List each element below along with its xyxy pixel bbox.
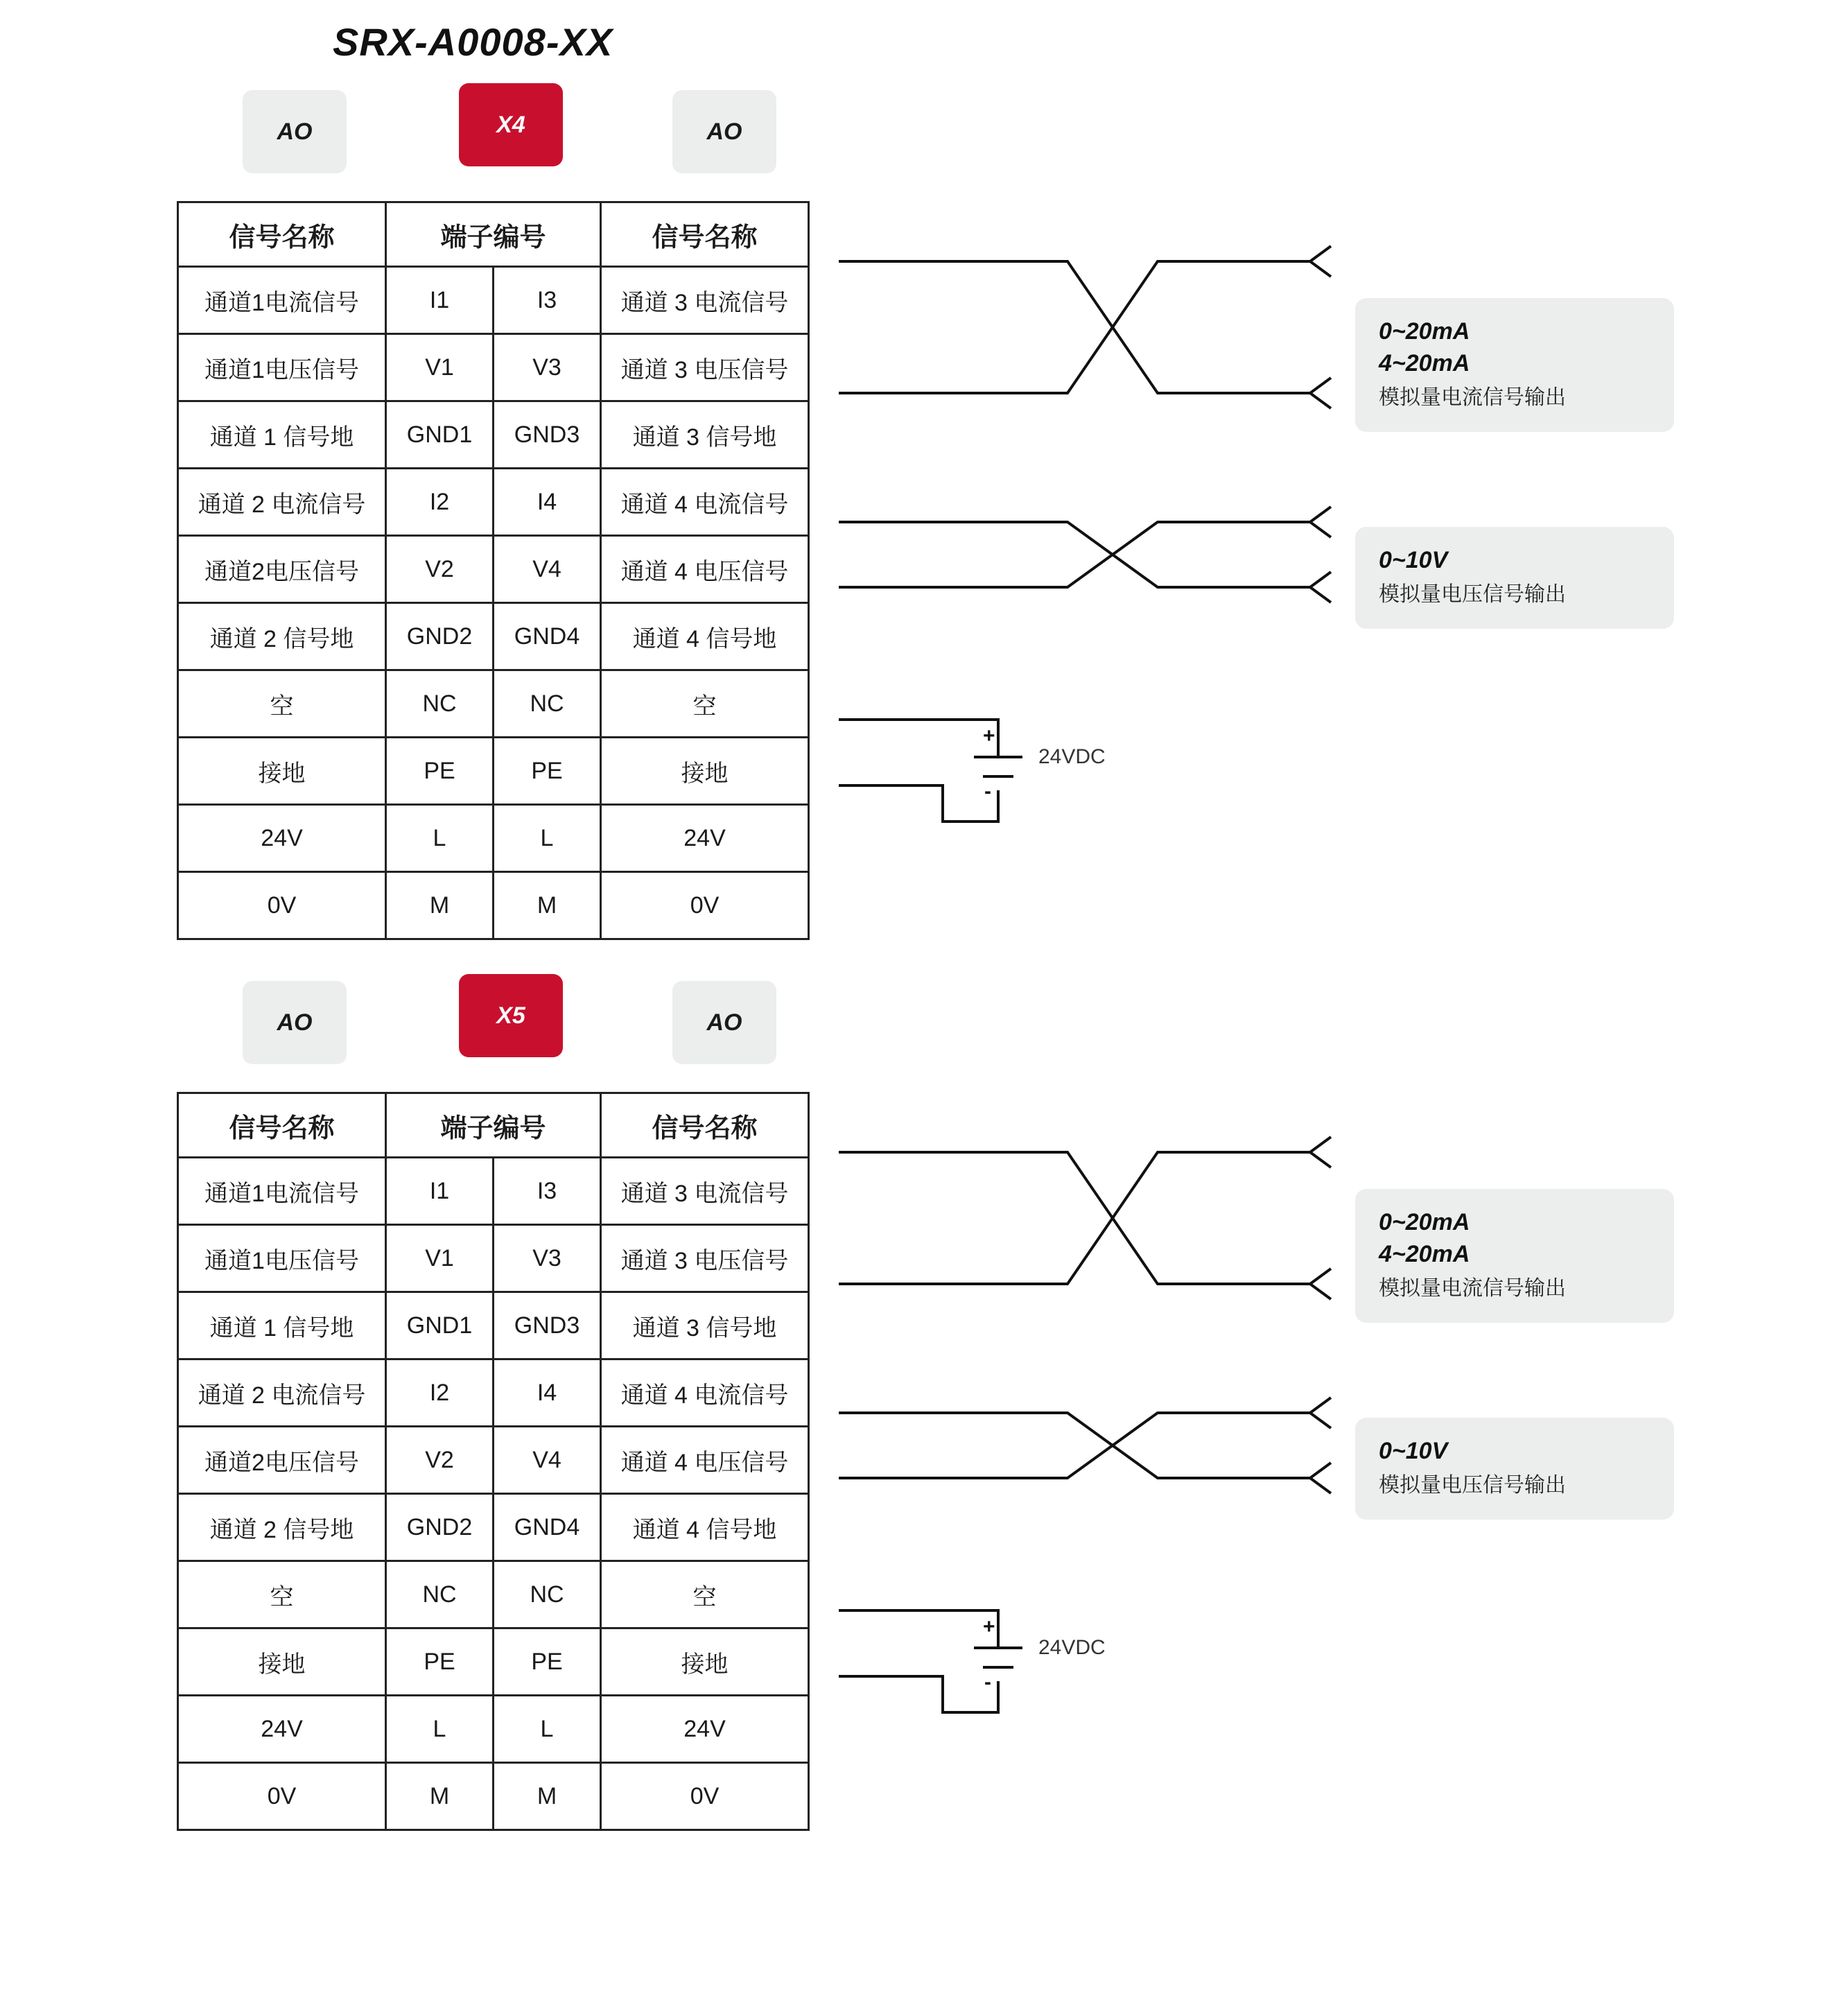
table-row: [178, 1292, 809, 1359]
cell-right-name: 通道 3 电压信号: [601, 334, 809, 401]
cell-left-term: GND1: [386, 401, 494, 469]
note-subtitle: 模拟量电流信号输出: [1379, 385, 1566, 409]
cell-left-name: 24V: [178, 805, 386, 872]
cell-left-term: V1: [386, 334, 494, 401]
cell-right-term: V3: [494, 1225, 601, 1292]
table-row: [178, 670, 809, 738]
cell-left-term: V2: [386, 536, 494, 603]
cell-left-term: NC: [386, 670, 494, 738]
note-subtitle: 模拟量电压信号输出: [1379, 1473, 1566, 1497]
cell-left-term: M: [386, 1763, 494, 1830]
note-range-line2: 4~20mA: [1379, 1240, 1470, 1267]
cell-left-term: L: [386, 805, 494, 872]
cell-left-name: 通道1电压信号: [178, 334, 386, 401]
cell-right-term: I3: [494, 267, 601, 334]
table-row: [178, 1494, 809, 1561]
cell-left-name: 0V: [178, 872, 386, 939]
cell-left-term: V1: [386, 1225, 494, 1292]
note-range-line1: 0~20mA: [1379, 1209, 1470, 1235]
cell-right-term: GND3: [494, 401, 601, 469]
cell-left-name: 24V: [178, 1696, 386, 1763]
cell-right-name: 0V: [601, 1763, 809, 1830]
table-row: [178, 1628, 809, 1696]
chip-ao-left-x5: AO: [243, 981, 347, 1064]
cell-left-name: 通道1电流信号: [178, 1158, 386, 1225]
header-terminal-no: 端子编号: [386, 202, 601, 267]
cell-right-term: V4: [494, 1427, 601, 1494]
cell-left-name: 空: [178, 1561, 386, 1628]
psu-label-x4: 24VDC: [1038, 745, 1106, 768]
header-left-signal: 信号名称: [178, 202, 386, 267]
table-row: [178, 1696, 809, 1763]
table-row: [178, 267, 809, 334]
cell-right-term: I3: [494, 1158, 601, 1225]
cell-right-name: 接地: [601, 1628, 809, 1696]
table-row: [178, 805, 809, 872]
cell-left-term: I1: [386, 267, 494, 334]
note-range-line1: 0~20mA: [1379, 318, 1470, 345]
chip-slot-x4: X4: [459, 83, 563, 166]
header-right-signal: 信号名称: [601, 1093, 809, 1158]
header-left-signal: 信号名称: [178, 1093, 386, 1158]
table-header-row: [178, 202, 809, 267]
cell-left-name: 接地: [178, 1628, 386, 1696]
table-row: [178, 1225, 809, 1292]
cell-left-term: M: [386, 872, 494, 939]
cell-left-term: I2: [386, 1359, 494, 1427]
cell-right-term: NC: [494, 1561, 601, 1628]
cell-right-name: 通道 4 电压信号: [601, 1427, 809, 1494]
note-range-line1: 0~10V: [1379, 547, 1448, 573]
cell-right-name: 空: [601, 670, 809, 738]
table-row: [178, 1359, 809, 1427]
table-row: [178, 469, 809, 536]
cell-right-name: 通道 4 电流信号: [601, 469, 809, 536]
table-row: [178, 603, 809, 670]
table-row: [178, 334, 809, 401]
cell-right-term: L: [494, 805, 601, 872]
cell-left-name: 通道2电压信号: [178, 536, 386, 603]
psu-minus-x5: -: [984, 1671, 991, 1694]
table-row: [178, 738, 809, 805]
cell-left-term: PE: [386, 1628, 494, 1696]
cell-right-name: 通道 4 信号地: [601, 603, 809, 670]
page-title: SRX-A0008-XX: [333, 20, 613, 64]
cell-right-name: 通道 3 信号地: [601, 401, 809, 469]
cell-right-name: 24V: [601, 1696, 809, 1763]
header-terminal-no: 端子编号: [386, 1093, 601, 1158]
table-row: [178, 401, 809, 469]
table-row: [178, 1561, 809, 1628]
cell-right-term: V3: [494, 334, 601, 401]
note-current-output-x5: [1355, 1189, 1674, 1323]
table-header-row: [178, 1093, 809, 1158]
psu-label-x5: 24VDC: [1038, 1636, 1106, 1659]
cell-right-name: 通道 3 电流信号: [601, 267, 809, 334]
cell-left-term: I1: [386, 1158, 494, 1225]
header-right-signal: 信号名称: [601, 202, 809, 267]
psu-plus-x4: +: [983, 724, 995, 747]
cell-right-name: 通道 3 信号地: [601, 1292, 809, 1359]
cell-left-name: 空: [178, 670, 386, 738]
cell-right-name: 接地: [601, 738, 809, 805]
note-subtitle: 模拟量电压信号输出: [1379, 582, 1566, 606]
cell-right-term: PE: [494, 1628, 601, 1696]
cell-left-name: 通道 2 信号地: [178, 603, 386, 670]
cell-right-name: 通道 3 电流信号: [601, 1158, 809, 1225]
table-row: [178, 872, 809, 939]
cell-left-name: 接地: [178, 738, 386, 805]
cell-right-term: GND3: [494, 1292, 601, 1359]
psu-minus-x4: -: [984, 780, 991, 803]
cell-left-term: GND2: [386, 1494, 494, 1561]
cell-left-name: 通道 2 电流信号: [178, 469, 386, 536]
note-range-line1: 0~10V: [1379, 1438, 1448, 1464]
cell-left-name: 通道1电流信号: [178, 267, 386, 334]
cell-right-name: 通道 4 信号地: [601, 1494, 809, 1561]
psu-plus-x5: +: [983, 1615, 995, 1638]
cell-left-name: 通道2电压信号: [178, 1427, 386, 1494]
note-range-line2: 4~20mA: [1379, 349, 1470, 376]
table-row: [178, 1427, 809, 1494]
cell-left-name: 通道 1 信号地: [178, 401, 386, 469]
cell-left-term: PE: [386, 738, 494, 805]
cell-right-term: I4: [494, 469, 601, 536]
cell-left-term: GND1: [386, 1292, 494, 1359]
cell-right-term: PE: [494, 738, 601, 805]
cell-left-name: 通道 2 信号地: [178, 1494, 386, 1561]
cell-right-term: V4: [494, 536, 601, 603]
cell-right-name: 0V: [601, 872, 809, 939]
table-row: [178, 536, 809, 603]
cell-left-name: 通道1电压信号: [178, 1225, 386, 1292]
cell-left-term: L: [386, 1696, 494, 1763]
chip-ao-right-x4: AO: [672, 90, 776, 173]
note-current-output-x4: [1355, 298, 1674, 432]
cell-right-name: 通道 4 电流信号: [601, 1359, 809, 1427]
cell-left-name: 通道 2 电流信号: [178, 1359, 386, 1427]
cell-right-term: GND4: [494, 603, 601, 670]
chip-slot-x5: X5: [459, 974, 563, 1057]
cell-left-term: I2: [386, 469, 494, 536]
chip-ao-left-x4: AO: [243, 90, 347, 173]
cell-left-term: GND2: [386, 603, 494, 670]
table-row: [178, 1763, 809, 1830]
cell-right-name: 通道 4 电压信号: [601, 536, 809, 603]
cell-right-term: NC: [494, 670, 601, 738]
note-subtitle: 模拟量电流信号输出: [1379, 1276, 1566, 1300]
note-voltage-output-x5: [1355, 1418, 1674, 1520]
cell-right-name: 空: [601, 1561, 809, 1628]
table-row: [178, 1158, 809, 1225]
cell-right-term: GND4: [494, 1494, 601, 1561]
cell-right-term: M: [494, 872, 601, 939]
terminal-table-x5: [177, 1092, 810, 1831]
cell-left-term: NC: [386, 1561, 494, 1628]
cell-left-name: 通道 1 信号地: [178, 1292, 386, 1359]
chip-ao-right-x5: AO: [672, 981, 776, 1064]
note-voltage-output-x4: [1355, 527, 1674, 629]
cell-right-term: L: [494, 1696, 601, 1763]
cell-right-term: I4: [494, 1359, 601, 1427]
cell-left-name: 0V: [178, 1763, 386, 1830]
cell-right-name: 24V: [601, 805, 809, 872]
cell-left-term: V2: [386, 1427, 494, 1494]
terminal-table-x4: [177, 201, 810, 940]
cell-right-name: 通道 3 电压信号: [601, 1225, 809, 1292]
cell-right-term: M: [494, 1763, 601, 1830]
